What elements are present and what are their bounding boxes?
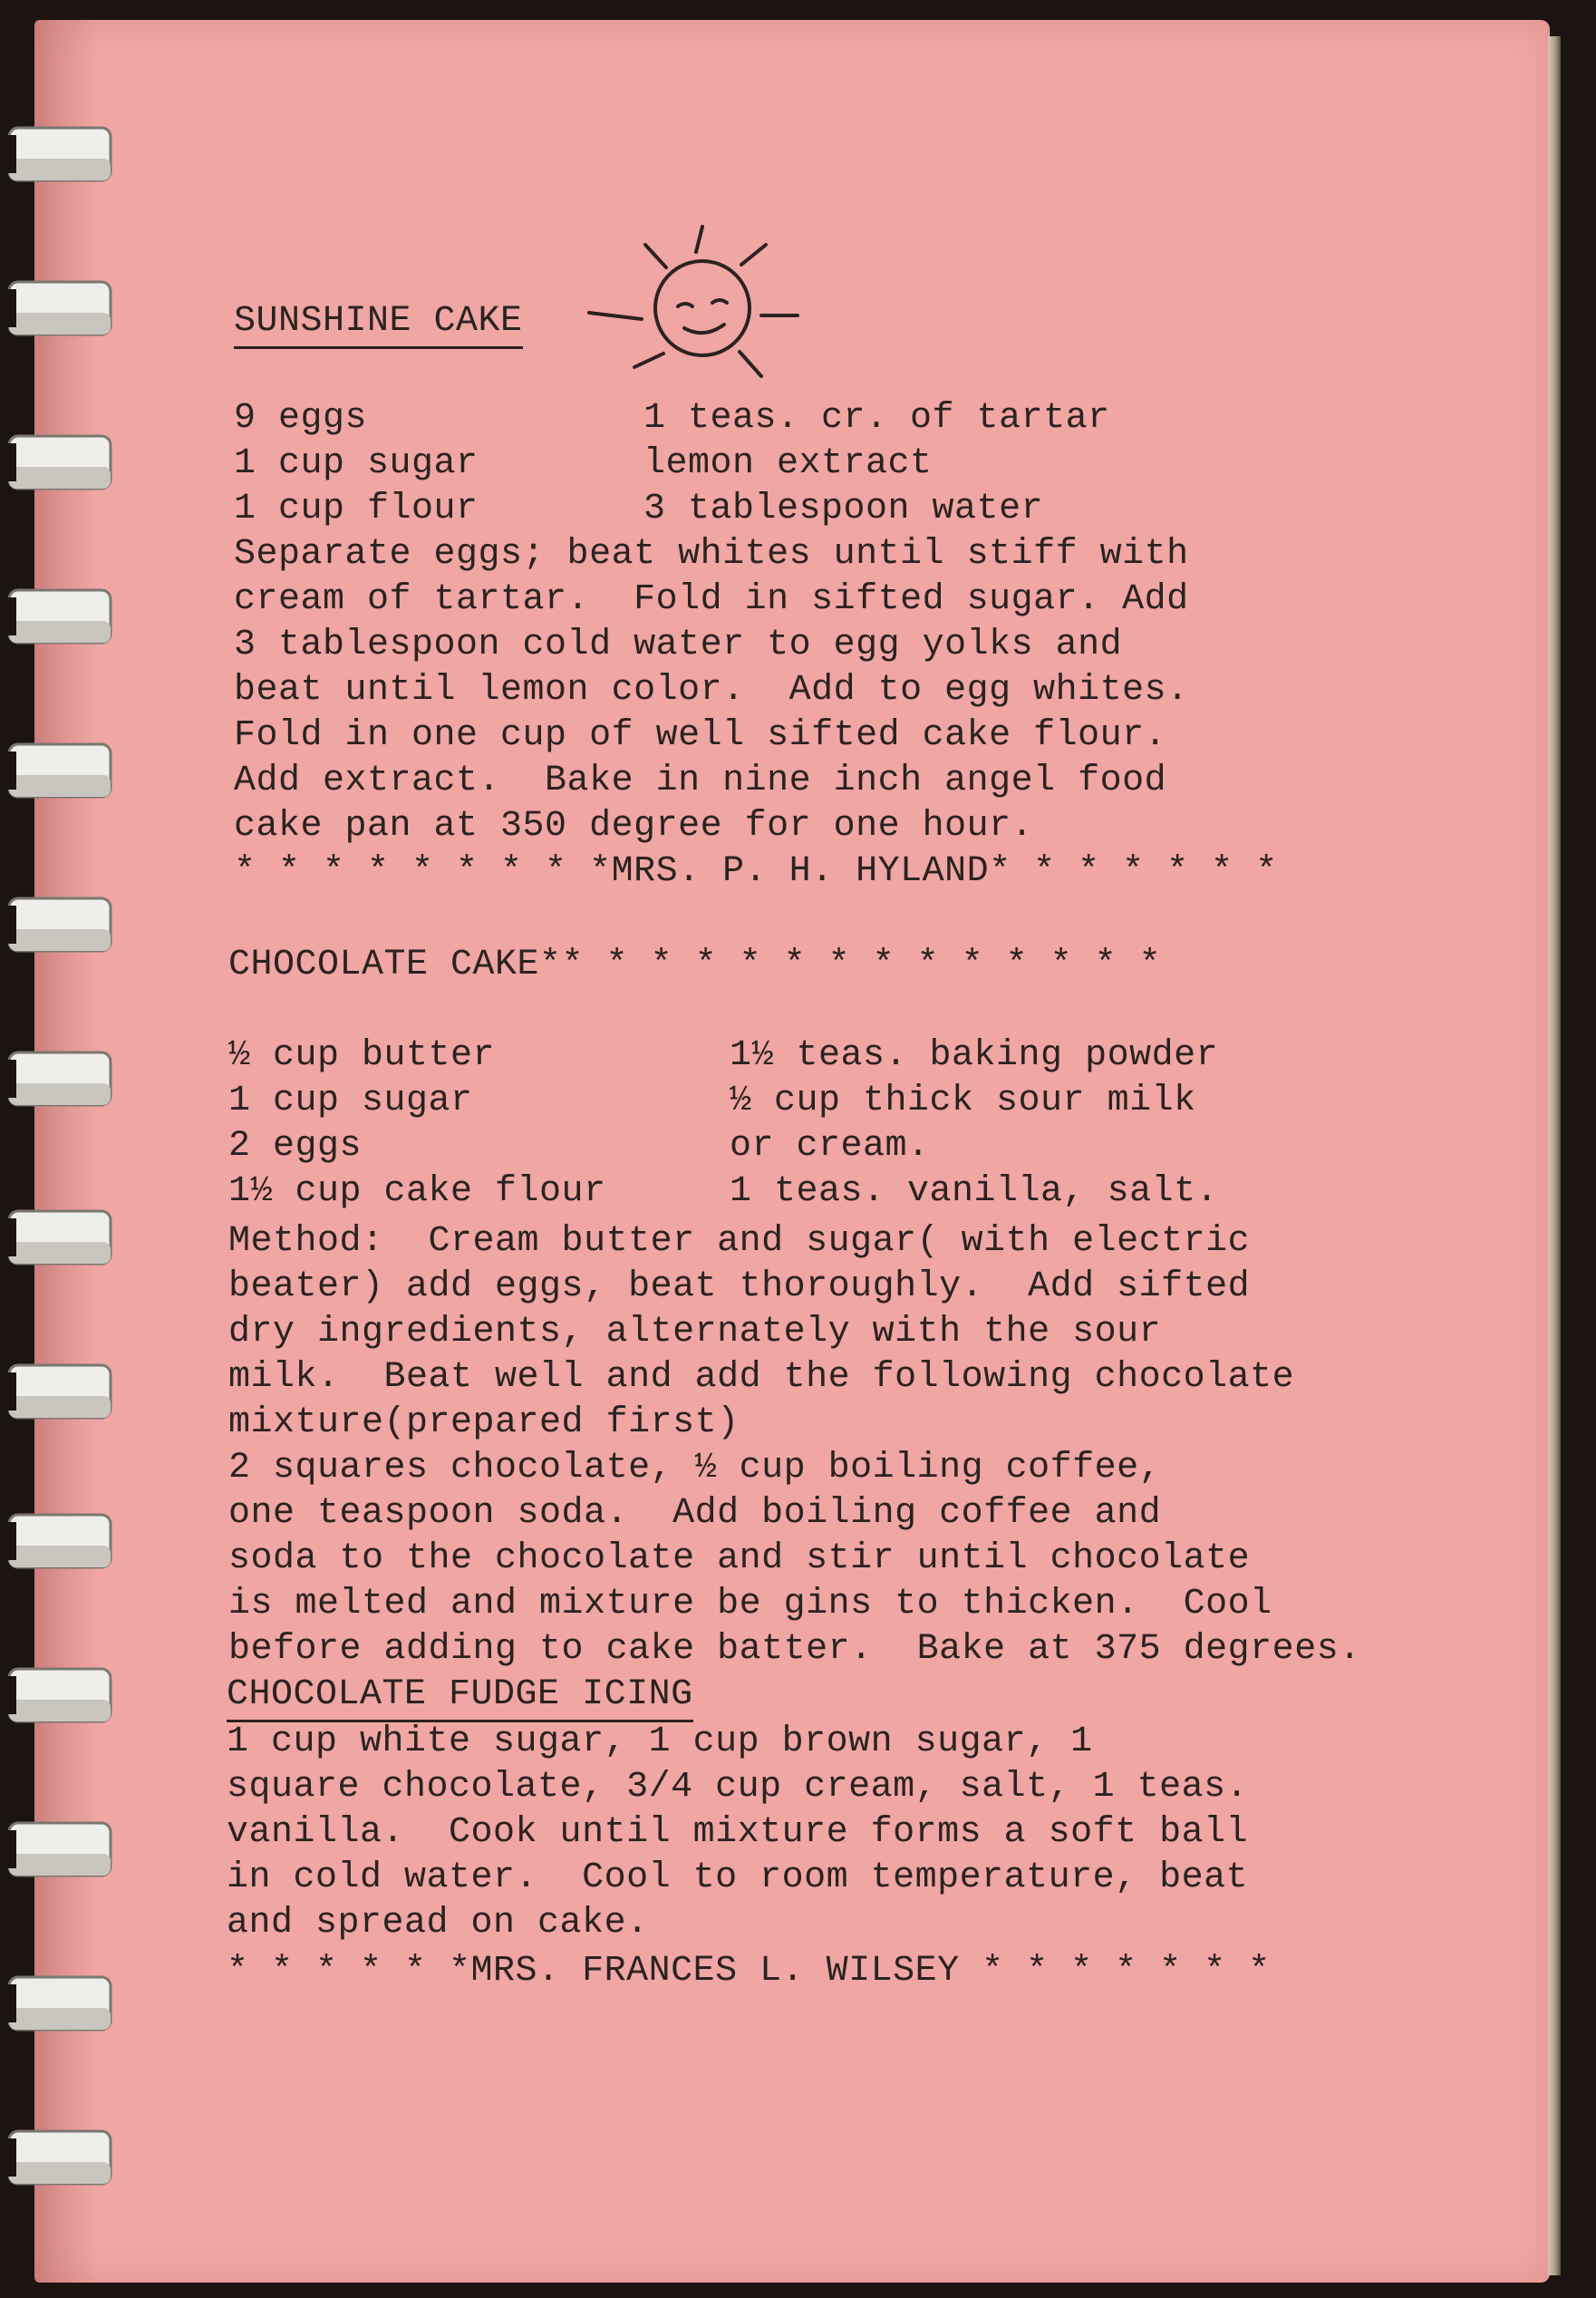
chocolate-method-line: 2 squares chocolate, ½ cup boiling coffee,	[228, 1448, 1162, 1488]
sunshine-method-line: Add extract. Bake in nine inch angel food	[234, 761, 1167, 801]
binding-ring-icon	[0, 1663, 118, 1727]
chocolate-method-line: before adding to cake batter. Bake at 375 degrees.	[228, 1629, 1361, 1670]
chocolate-ingredient: 1 cup sugar	[228, 1081, 473, 1121]
sun-doodle-icon	[580, 218, 825, 399]
sunshine-ingredient: 3 tablespoon water	[643, 489, 1044, 529]
icing-method-line: square chocolate, 3/4 cup cream, salt, 1 teas.	[227, 1767, 1249, 1808]
fudge-icing-title: CHOCOLATE FUDGE ICING	[227, 1673, 693, 1722]
binding-ring-icon	[0, 893, 118, 956]
binding-ring-icon	[0, 1509, 118, 1573]
chocolate-method-line: Method: Cream butter and sugar( with electric	[228, 1221, 1251, 1262]
chocolate-ingredient: 1½ cup cake flour	[228, 1171, 606, 1212]
chocolate-ingredient: 1 teas. vanilla, salt.	[730, 1171, 1219, 1212]
sunshine-method-line: Separate eggs; beat whites until stiff with	[234, 534, 1189, 575]
binding-shadow	[34, 20, 98, 2283]
chocolate-ingredient: 1½ teas. baking powder	[730, 1035, 1219, 1076]
binding-ring-icon	[0, 276, 118, 340]
sunshine-ingredient: 9 eggs	[234, 398, 368, 439]
chocolate-ingredient: or cream.	[730, 1126, 930, 1167]
binding-ring-icon	[0, 1972, 118, 2035]
binding-ring-icon	[0, 1047, 118, 1110]
sunshine-method-line: 3 tablespoon cold water to egg yolks and	[234, 625, 1123, 665]
icing-method-line: 1 cup white sugar, 1 cup brown sugar, 1	[227, 1721, 1093, 1762]
binding-ring-icon	[0, 1206, 118, 1269]
binding-ring-icon	[0, 739, 118, 802]
binding-ring-icon	[0, 2126, 118, 2189]
sunshine-method-line: cake pan at 350 degree for one hour.	[234, 806, 1034, 847]
chocolate-ingredient: 2 eggs	[228, 1126, 363, 1167]
sunshine-ingredient: 1 cup sugar	[234, 443, 479, 484]
binding-ring-icon	[0, 1818, 118, 1881]
sunshine-method-line: Fold in one cup of well sifted cake flour.	[234, 715, 1167, 756]
chocolate-method-line: mixture(prepared first)	[228, 1402, 740, 1443]
sunshine-method-line: cream of tartar. Fold in sifted sugar. Add	[234, 579, 1189, 620]
binding-ring-icon	[0, 122, 118, 186]
chocolate-method-line: beater) add eggs, beat thoroughly. Add sifted	[228, 1266, 1251, 1307]
chocolate-method-line: one teaspoon soda. Add boiling coffee and	[228, 1493, 1162, 1534]
page-stack-edge	[1548, 36, 1561, 2275]
sunshine-signature: * * * * * * * * *MRS. P. H. HYLAND* * * * * * *	[234, 851, 1278, 892]
icing-method-line: vanilla. Cook until mixture forms a soft ball	[227, 1812, 1249, 1853]
sunshine-cake-title: SUNSHINE CAKE	[234, 299, 523, 349]
binding-ring-icon	[0, 1360, 118, 1423]
wilsey-signature: * * * * * *MRS. FRANCES L. WILSEY * * * * * * *	[227, 1951, 1271, 1992]
chocolate-method-line: soda to the chocolate and stir until chocolate	[228, 1538, 1251, 1579]
chocolate-cake-title: CHOCOLATE CAKE** * * * * * * * * * * * * *	[228, 945, 1162, 985]
chocolate-ingredient: ½ cup butter	[228, 1035, 496, 1076]
sunshine-method-line: beat until lemon color. Add to egg whites.	[234, 670, 1189, 711]
chocolate-method-line: dry ingredients, alternately with the sour	[228, 1312, 1162, 1353]
sunshine-ingredient: 1 teas. cr. of tartar	[643, 398, 1110, 439]
binding-ring-icon	[0, 431, 118, 494]
binding-ring-icon	[0, 585, 118, 648]
sunshine-ingredient: lemon extract	[643, 443, 933, 484]
chocolate-ingredient: ½ cup thick sour milk	[730, 1081, 1196, 1121]
chocolate-method-line: is melted and mixture be gins to thicken. Cool	[228, 1584, 1272, 1624]
icing-method-line: and spread on cake.	[227, 1903, 649, 1944]
sunshine-ingredient: 1 cup flour	[234, 489, 479, 529]
icing-method-line: in cold water. Cool to room temperature, beat	[227, 1857, 1249, 1898]
chocolate-method-line: milk. Beat well and add the following chocolate	[228, 1357, 1295, 1398]
